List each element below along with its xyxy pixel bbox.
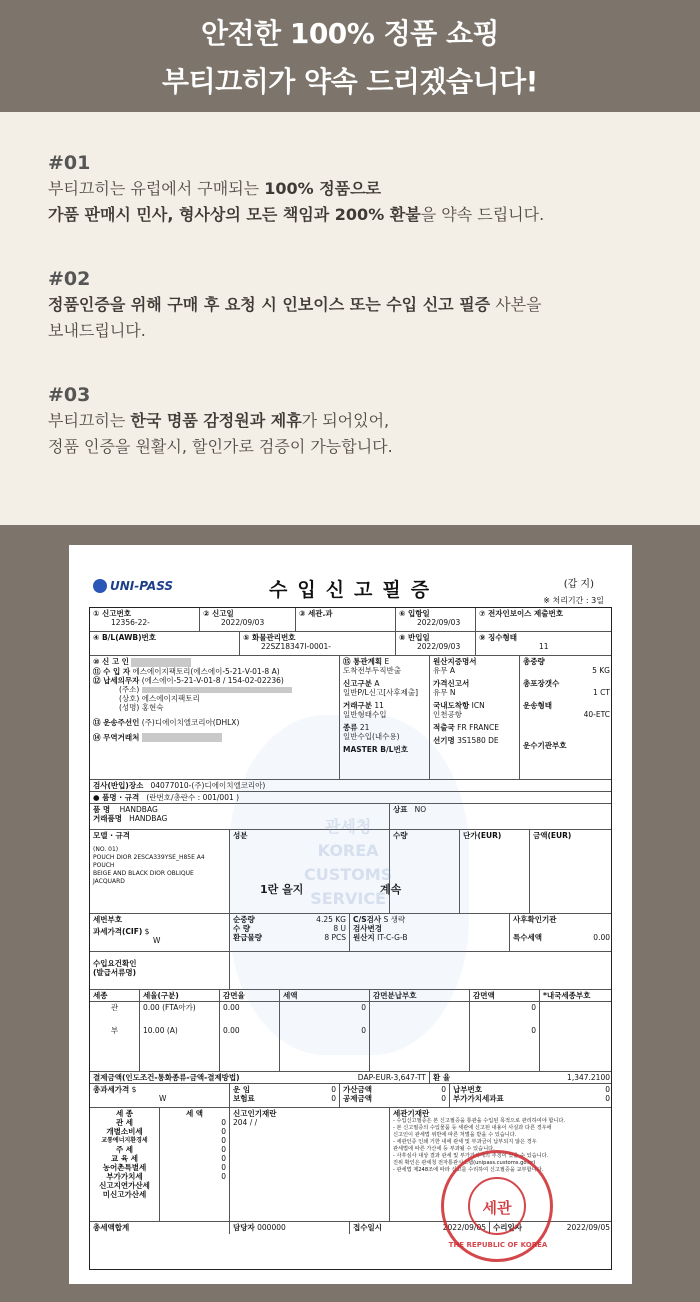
unit-price-cell: 단가(EUR) [460,830,530,913]
quantity-cell: 수량 계속 [390,830,460,913]
policy-text-bold: 한국 명품 감정원과 제휴 [130,411,302,430]
policy-line [48,408,652,434]
freight-cell: 운 임 0 보험료 0 [230,1084,340,1107]
awb-cell: ④ B/L(AWB)번호 [90,632,240,655]
tax-amount-values: 0 0 [280,1002,370,1071]
declaration-number-cell: ① 신고번호 12356-22- [90,608,200,631]
declaration-table [89,607,612,1270]
total-price-cell: 총과세가격 $ W [90,1084,230,1107]
table-row [90,632,611,656]
levy-type-cell: ⑨ 징수형태 11 [479,633,549,651]
policy-line [48,202,652,228]
customs-notes-cell: 세관기재란 - 수입신고필증은 본 신고필증을 통관을 수입된 목적으로 관리하여야 합니다. - 본 신고필증의 수입물품 등 세관에 신고된 내용이 사실과 다른 경우에 신고인이 관세법 위반에 따른 처벌을 받을 수 있습니다. - 세관인증 인쇄 기한 내에 관세 및 부과금이 납부되지 않은 경우 관세법에 따른 가산세 등 부과될 수 있습니다. - 사후심사 대상 결과 관세 및 부가가치세의 추징이 있을 수 있습니다. 진위 확인은 관세청 전자통관시스템(unipass.customs.go.kr) - 관세법 제248조에 따라 신고를 수리하여 신고필증을 교부합니다. [393,1109,566,1173]
declaration-date-cell: ② 신고일 2022/09/03 [200,608,296,631]
hs-cell: 세번부호 과세가격(CIF) $ W [90,914,230,951]
policy-text: 부티끄히는 유럽에서 구매되는 [48,179,265,198]
policy-line [48,434,652,460]
table-row [90,830,611,914]
policy-text: 가 되어있어, [301,411,390,430]
policy-line [48,318,652,344]
banner-line-1: 안전한 100% 정품 쇼핑 [200,17,500,50]
total-tax-cell: 총세액합계 [90,1222,230,1234]
party-info-cell: ⑩ 신 고 인 ⑪ 수 입 자 에스에이지팩토리(에스에이-5-21-V-01-8 A) ⑫ 납세의무자 (에스에이-5-21-V-01-8 / 154-02-02236) (주소) (상호) 에스에이지팩토리 (성명) 홍현숙 ⑬ 운송주선인 (주)디에이치엘코리아(DHLX) ⑭ 무역거래처 [90,656,340,779]
einvoice-cell: ⑦ 전자인보이스 제출번호 [479,609,564,618]
accept-date-cell: 수리일자 2022/09/05 [493,1223,610,1232]
exempt-code-header: 감면분납부호 [370,990,470,1001]
table-row [90,780,611,792]
spec-header-cell: ● 품명 · 규격 (란번호/총란수 : 001/001 ) [93,793,240,802]
policy-text-bold: 정품인증을 위해 구매 후 요청 시 인보이스 또는 수입 신고 필증 [48,295,491,314]
arrival-date-cell: ⑥ 입항일 2022/09/03 [396,608,476,631]
party-block [90,656,611,780]
policy-text: 사본을 [490,295,542,314]
table-row [90,804,611,830]
policy-text: 을 약속 드립니다. [420,205,545,224]
exempt-rate-header: 감면율 [220,990,280,1001]
table-row [90,1222,611,1234]
amount-cell: 금액(EUR) [533,831,572,840]
tax-values-col: 세 액 0 0 0 0 0 0 0 [160,1108,230,1221]
stamp-center-text: 세관 [468,1177,526,1235]
exempt-rate-values: 0.00 0.00 [220,1002,280,1071]
table-row [90,1072,611,1084]
payment-number-cell: 납부번호 0 부가가치세과표 0 [453,1085,610,1103]
policy-text-bold: 가품 판매시 민사, 형사상의 모든 책임과 200% 환불 [48,205,421,224]
policy-item-01 [48,152,652,228]
declarant-notes-cell: 신고인기재란 204 / / [230,1108,390,1221]
settlement-cell: 결제금액(인도조건-통화종류-금액-결제방법) DAP-EUR-3,647-TT [90,1072,430,1083]
globe-icon [93,579,107,593]
document-title: 수입신고필증 [269,579,440,601]
origin-col: 원산지증명서 유무 A 가격신고서 유무 N 국내도착항 ICN 인천공항 적출국 FR FRANCE 선기명 3S1580 DE [430,656,520,779]
model-cell: 모델 · 규격 (NO. 01) POUCH DIOR 2ESCA339YSE_H85E A4 POUCH BEIGE AND BLACK DIOR OBLIQUE JACQUARD [90,830,230,913]
requirement-check-cell: 수입요건확인 (발급서류명) [90,952,230,989]
table-row [90,792,611,804]
policy-number: #02 [48,268,91,290]
processing-deadline: ※ 처리기간 : 3일 [543,596,604,605]
policy-text: 보내드립니다. [48,321,146,340]
promo-banner [0,0,700,112]
exchange-rate-cell: 환 율 1,347.2100 [433,1073,610,1082]
carry-in-date-cell: ⑧ 반입일 2022/09/03 [396,632,476,655]
table-row [90,990,611,1002]
tax-type-header: 세종 [90,990,140,1001]
cs-check-cell: C/S검사 S 생략 검사변경 원산지 IT-C-G-B [350,914,510,951]
tax-amount-header: 세액 [280,990,370,1001]
table-row [90,914,611,952]
tax-rate-header: 세율(구분) [140,990,220,1001]
exempt-amount-values: 0 0 [470,1002,540,1071]
table-row [90,1108,611,1222]
item-name-cell: 품 명 HANDBAG 거래품명 HANDBAG [90,804,390,829]
tax-type-values: 관 부 [90,1002,140,1071]
weight-col: 총중량 5 KG 총포장갯수 1 CT 운송형태 40-ETC 운수기관부호 [523,657,610,750]
add-amount-cell: 가산금액 0 공제금액 0 [340,1084,450,1107]
exempt-amount-header: 감면액 [470,990,540,1001]
inspection-cell: 검사(반입)장소 04077010-(주)디에이치엘코리아) [93,781,266,790]
staff-cell: 담당자 000000 [230,1222,350,1234]
policy-number: #03 [48,384,91,406]
clearance-col: ⑮ 통관계획 E 도착전부두직반출 신고구분 A 일반P/L신고[사후제출] 거래구분 11 일반형태수입 종류 21 일반수입(내수용) MASTER B/L번호 [340,656,430,779]
tax-names-col: 세 종 관 세 개별소비세 교통에너지환경세 주 세 교 육 세 농어촌특별세 부가가치세 신고지연가산세 미신고가산세 [90,1108,160,1221]
domestic-tax-values [540,1002,613,1071]
banner-line-2: 부티끄히가 약속 드리겠습니다! [162,65,538,98]
policy-item-02 [48,268,652,344]
customs-office-cell: ③ 세관.과 [296,608,396,631]
receipt-date-cell: 접수일시 2022/09/05 [350,1222,490,1234]
copy-label: (갑 지) [563,579,594,590]
composition-cell: 성분 1란 을지 [230,830,390,913]
tax-rate-values: 0.00 (FTA아가) 10.00 (A) [140,1002,220,1071]
weight-qty-cell: 순중량 4.25 KG 수 량 8 U 환급물량 8 PCS [230,914,350,951]
brand-cell: 상표 NO [393,805,427,814]
table-row [90,608,611,632]
table-row [90,1002,611,1072]
customs-watermark-text: 관세청 KOREA CUSTOMS SERVICE [304,817,393,908]
requirement-value-cell [230,952,613,989]
policy-text: 정품 인증을 원활시, 할인가로 검증이 가능합니다. [48,437,393,456]
exempt-code-values [370,1002,470,1071]
table-row [90,952,611,990]
import-declaration-certificate [69,545,632,1284]
policy-item-03 [48,384,652,460]
policy-text: 부티끄히는 [48,411,131,430]
stamp-arc-text: THE REPUBLIC OF KOREA [448,1241,548,1249]
policy-number: #01 [48,152,91,174]
policy-line [48,292,652,318]
cargo-number-cell: ⑤ 화물관리번호 22SZ18347I-0001- [240,632,396,655]
unipass-logo: UNI-PASS [93,579,173,593]
domestic-tax-header: *내국세종부호 [543,991,591,1000]
table-row [90,1084,611,1108]
policy-section [0,112,700,525]
policy-text-bold: 100% 정품으로 [264,179,382,198]
policy-line [48,176,652,202]
post-check-cell: 사후확인기관 특수세액 0.00 [513,915,610,942]
document-header [69,545,632,605]
